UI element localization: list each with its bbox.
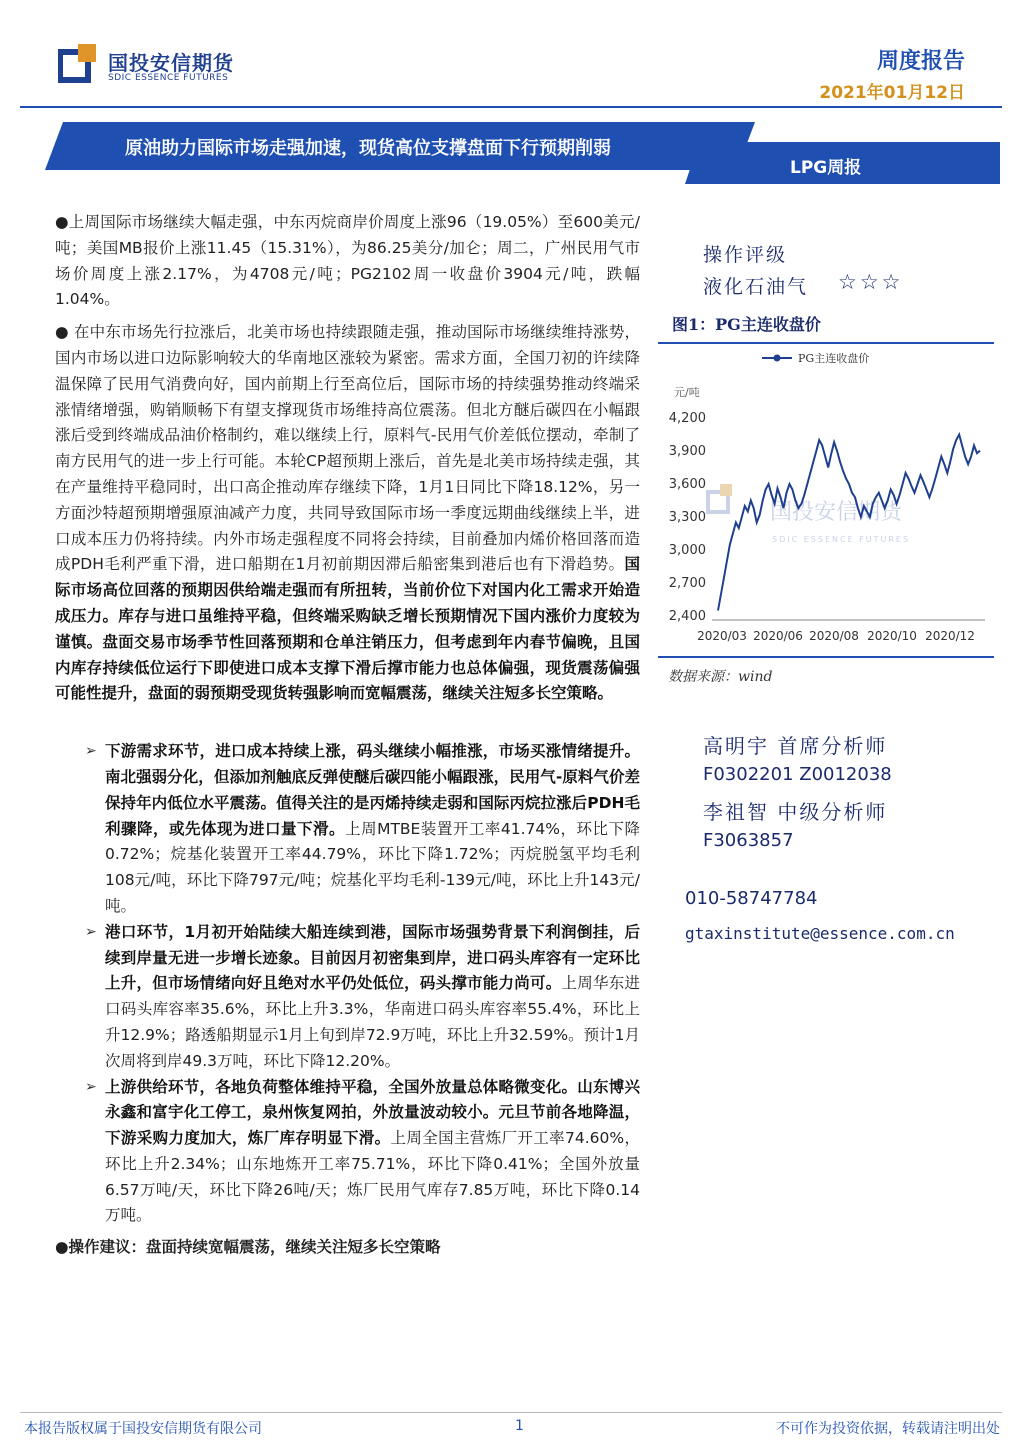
page-number: 1 [515, 1418, 524, 1434]
x-tick-label: 2020/03 [697, 629, 747, 643]
analyst-1-license: F0302201 Z0012038 [703, 764, 892, 785]
y-tick-label: 3,600 [668, 477, 706, 492]
analyst-1-name: 高明宇 首席分析师 [703, 734, 888, 758]
list-item [85, 1075, 640, 1230]
arrow-bullet-icon: ➢ [85, 923, 97, 940]
arrow-bullet-icon: ➢ [85, 1078, 97, 1095]
watermark-text: 国投安信期货 [770, 500, 903, 525]
contact-email[interactable]: gtaxinstitute@essence.com.cn [685, 924, 955, 943]
header-divider [20, 106, 1002, 108]
y-tick-label: 2,700 [668, 576, 706, 591]
analysis-conclusion: 国际市场高位回落的预期因供给端走强而有所扭转，当前价位下对国内化工需求开始造成压力。库存与进口虽维持平稳，但终端采购缺乏增长预期情况下国内涨价力度较为谨慎。盘面交易市场季节性回落预期和仓单注销压力，但考虑到年内春节偏晚，且国内库存持续低位运行下即使进口成本支撑下滑后撑市能力也总体偏强，现货震荡偏强可能性提升，盘面的弱预期受现货转强影响而宽幅震荡，继续关注短多长空策略。 [55, 555, 640, 703]
footer-disclaimer: 不可作为投资依据，转载请注明出处 [776, 1421, 1000, 1437]
y-tick-label: 3,900 [668, 444, 706, 459]
figure-bottom-rule [658, 656, 994, 658]
footer-copyright: 本报告版权属于国投安信期货有限公司 [24, 1421, 262, 1437]
x-tick-label: 2020/08 [809, 629, 859, 643]
y-axis [669, 411, 706, 624]
x-tick-label: 2020/12 [925, 629, 975, 643]
y-tick-label: 3,000 [668, 543, 706, 558]
list-item [85, 739, 640, 920]
legend-label: PG主连收盘价 [798, 352, 870, 365]
x-tick-label: 2020/06 [753, 629, 803, 643]
watermark-subtext: SDIC ESSENCE FUTURES [772, 535, 911, 544]
logo-text: 国投安信期货 [108, 51, 234, 75]
y-tick-label: 3,300 [668, 510, 706, 525]
legend-marker [774, 355, 781, 362]
logo-icon [58, 42, 100, 84]
analyst-2-license: F3063857 [703, 830, 794, 851]
arrow-bullet-icon: ➢ [85, 743, 97, 760]
report-title: 原油助力国际市场走强加速，现货高位支撑盘面下行预期削弱 [125, 138, 611, 159]
contact-phone: 010-58747784 [685, 888, 818, 909]
rating-stars: ☆☆☆ [838, 270, 904, 294]
section-list [85, 739, 640, 1229]
report-date: 2021年01月12日 [819, 83, 965, 103]
data-source: 数据来源：wind [668, 669, 773, 685]
paragraph-summary: ●上周国际市场继续大幅走强，中东丙烷商岸价周度上涨96（19.05%）至600美元/吨；美国MB报价上涨11.45（15.31%），为86.25美分/加仑；周二，广州民用气市场价周度上涨2.17%，为4708元/吨；PG2102周一收盘价3904元/吨，跌幅1.04%。 [55, 213, 640, 309]
price-chart [660, 344, 995, 654]
logo-subtext: SDIC ESSENCE FUTURES [108, 73, 229, 83]
analyst-2-name: 李祖智 中级分析师 [703, 800, 888, 824]
x-tick-label: 2020/10 [867, 629, 917, 643]
rating-label: 操作评级 [703, 244, 788, 266]
upstream-data: 上周全国主营炼厂开工率74.60%，环比上升2.34%；山东地炼开工率75.71%，环比下降0.41%；全国外放量6.57万吨/天，环比下降26吨/天；炼厂民用气库存7.85万吨，环比下降0.14万吨。 [105, 1129, 640, 1225]
report-tag: LPG周报 [790, 158, 862, 178]
operation-suggestion: ●操作建议：盘面持续宽幅震荡，继续关注短多长空策略 [55, 1238, 441, 1257]
paragraph-analysis [55, 320, 640, 707]
port-summary: 港口环节，1月初开始陆续大船连续到港，国际市场强势背景下利润倒挂，后续到岸量无进一步增长迹象。目前因月初密集到岸，进口码头库容有一定环比上升，但市场情绪向好且绝对水平仍处低位，码头撑市能力尚可。 [105, 922, 640, 993]
body-column [55, 210, 640, 1268]
list-item [85, 920, 640, 1075]
upstream-summary: 上游供给环节，各地负荷整体维持平稳，全国外放量总体略微变化。山东博兴永鑫和富宇化工停工，泉州恢复网拍，外放量波动较小。元旦节前各地降温，下游采购力度加大，炼厂库存明显下滑。 [105, 1077, 640, 1148]
x-axis [697, 629, 975, 643]
report-type: 周度报告 [876, 49, 965, 74]
analysis-text: ● 在中东市场先行拉涨后，北美市场也持续跟随走强，推动国际市场继续维持涨势，国内市场以进口边际影响较大的华南地区涨较为紧密。需求方面，全国刀初的许续降温保障了民用气消费向好，国内前期上行至高位后，国际市场的持续强势推动终端采涨情绪增强，购销顺畅下有望支撑现货市场维持高位震荡。但北方醚后碳四在小幅跟涨后受到终端成品油价格制约，难以继续上行，原料气-民用气价差低位摆动，牵制了南方民用气的进一步上行可能。本轮CP超预期上涨后，首先是北美市场持续走强，其在产量维持平稳同时，出口高企推动库存继续下降，1月1日同比下降18.12%，另一方面沙特超预期增强原油减产力度，共同导致国际市场一季度远期曲线继续上半，进口成本压力仍将持续。内外市场走强程度不同将会持续，目前叠加内烯价格回落而造成PDH毛利严重下滑，进口船期在1月初前期因滞后船密集到港后也有下滑趋势。 [55, 323, 640, 574]
y-tick-label: 2,400 [668, 609, 706, 624]
footer-divider [20, 1412, 1002, 1413]
y-tick-label: 4,200 [668, 411, 706, 426]
chart-legend [762, 351, 869, 365]
figure-title: 图1：PG主连收盘价 [672, 315, 821, 334]
y-axis-unit: 元/吨 [674, 386, 700, 399]
downstream-summary: 下游需求环节，进口成本持续上涨，码头继续小幅推涨，市场买涨情绪提升。南北强弱分化，但添加剂触底反弹使醚后碳四能小幅跟涨，民用气-原料气价差保持年内低位水平震荡。值得关注的是丙烯持续走弱和国际丙烷拉涨后PDH毛利骤降，或先体现为进口量下滑。 [105, 742, 640, 838]
watermark-logo-accent [720, 484, 732, 496]
rating-product: 液化石油气 [703, 276, 809, 298]
downstream-data: 上周MTBE装置开工率41.74%，环比下降0.72%；烷基化装置开工率44.79%，环比下降1.72%；丙烷脱氢平均毛利108元/吨，环比下降797元/吨；烷基化平均毛利-139元/吨，环比上升143元/吨。 [105, 819, 640, 915]
port-data: 上周华东进口码头库容率35.6%，环比上升3.3%，华南进口码头库容率55.4%，环比上升12.9%；路透船期显示1月上旬到岸72.9万吨，环比上升32.59%。预计1月次周将到岸49.3万吨，环比下降12.20%。 [105, 974, 640, 1070]
